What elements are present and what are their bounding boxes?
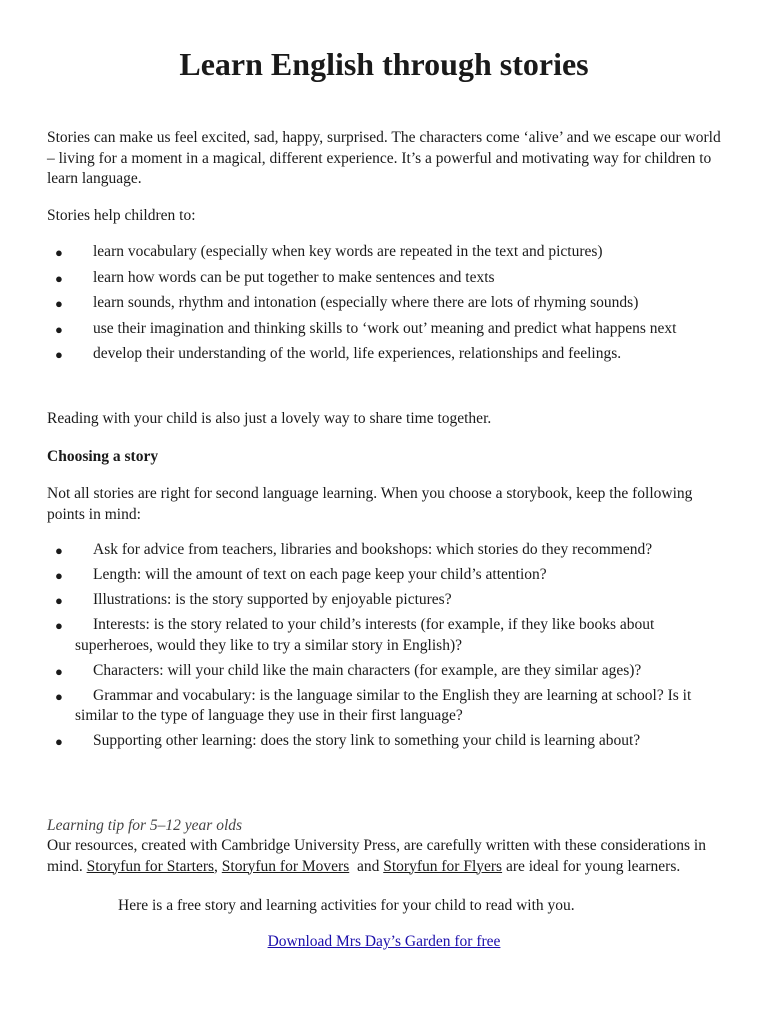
list-item: ● Grammar and vocabulary: is the language similar to the English they are learning at school? Is it similar to the type of language they use in their first language? <box>55 686 692 724</box>
list-item: ● use their imagination and thinking skills to ‘work out’ meaning and predict what happens next <box>47 319 727 340</box>
bullet-icon: ● <box>55 618 63 633</box>
list-item: ● learn sounds, rhythm and intonation (especially where there are lots of rhyming sounds) <box>47 293 727 314</box>
help-list <box>47 242 727 370</box>
intro-paragraph: Stories can make us feel excited, sad, happy, surprised. The characters come ‘alive’ and we escape our world – living for a moment in a magical, different experience. It’s a powerful and motivating way for children to learn language. <box>47 129 721 187</box>
storyfun-flyers-link[interactable]: Storyfun for Flyers <box>383 857 503 875</box>
bullet-icon: ● <box>55 568 63 583</box>
download-row <box>0 932 768 952</box>
bullet-icon: ● <box>55 734 63 749</box>
learning-tip-heading: Learning tip for 5–12 year olds <box>47 817 243 834</box>
list-item: ● develop their understanding of the world, life experiences, relationships and feelings. <box>47 344 727 365</box>
bullet-icon: ● <box>55 321 63 337</box>
bullet-icon: ● <box>55 270 63 286</box>
choosing-heading: Choosing a story <box>47 448 159 465</box>
resources-paragraph: Our resources, created with Cambridge University Press, are carefully written with these considerations in mind. Storyfun for Starters, Storyfun for Movers and Storyfun for Flyers are ideal for young learners. <box>47 837 706 875</box>
choosing-intro: Not all stories are right for second language learning. When you choose a storybook, keep the following points in mind: <box>47 485 693 523</box>
list-item: ● Illustrations: is the story supported by enjoyable pictures? <box>47 590 727 611</box>
list-item: ● Interests: is the story related to your child’s interests (for example, if they like books about superheroes, would they like to try a similar story in English)? <box>55 616 655 654</box>
bullet-icon: ● <box>55 245 63 260</box>
bullet-icon: ● <box>55 296 63 311</box>
list-item: ● learn vocabulary (especially when key words are repeated in the text and pictures) <box>47 242 727 263</box>
list-item: ● Supporting other learning: does the story link to something your child is learning about? <box>47 731 727 752</box>
reading-note: Reading with your child is also just a lovely way to share time together. <box>47 410 492 427</box>
list-item: ● Characters: will your child like the main characters (for example, are they similar ages)? <box>47 661 727 682</box>
download-story-link[interactable]: Download Mrs Day’s Garden for free <box>267 933 501 950</box>
bullet-icon: ● <box>55 347 63 362</box>
bullet-icon: ● <box>55 663 63 679</box>
list-item: ● Ask for advice from teachers, libraries and bookshops: which stories do they recommend? <box>47 540 727 561</box>
storyfun-movers-link[interactable]: Storyfun for Movers <box>221 857 350 875</box>
bullet-icon: ● <box>55 593 63 608</box>
help-intro: Stories help children to: <box>47 207 196 224</box>
free-story-note: Here is a free story and learning activities for your child to read with you. <box>118 897 575 914</box>
list-item: ● learn how words can be put together to make sentences and texts <box>47 268 727 289</box>
list-item: ● Length: will the amount of text on each page keep your child’s attention? <box>47 565 727 586</box>
page-title: Learn English through stories <box>179 46 589 82</box>
bullet-icon: ● <box>55 543 63 558</box>
choosing-list <box>47 540 727 756</box>
bullet-icon: ● <box>55 688 63 704</box>
storyfun-starters-link[interactable]: Storyfun for Starters <box>86 857 215 875</box>
